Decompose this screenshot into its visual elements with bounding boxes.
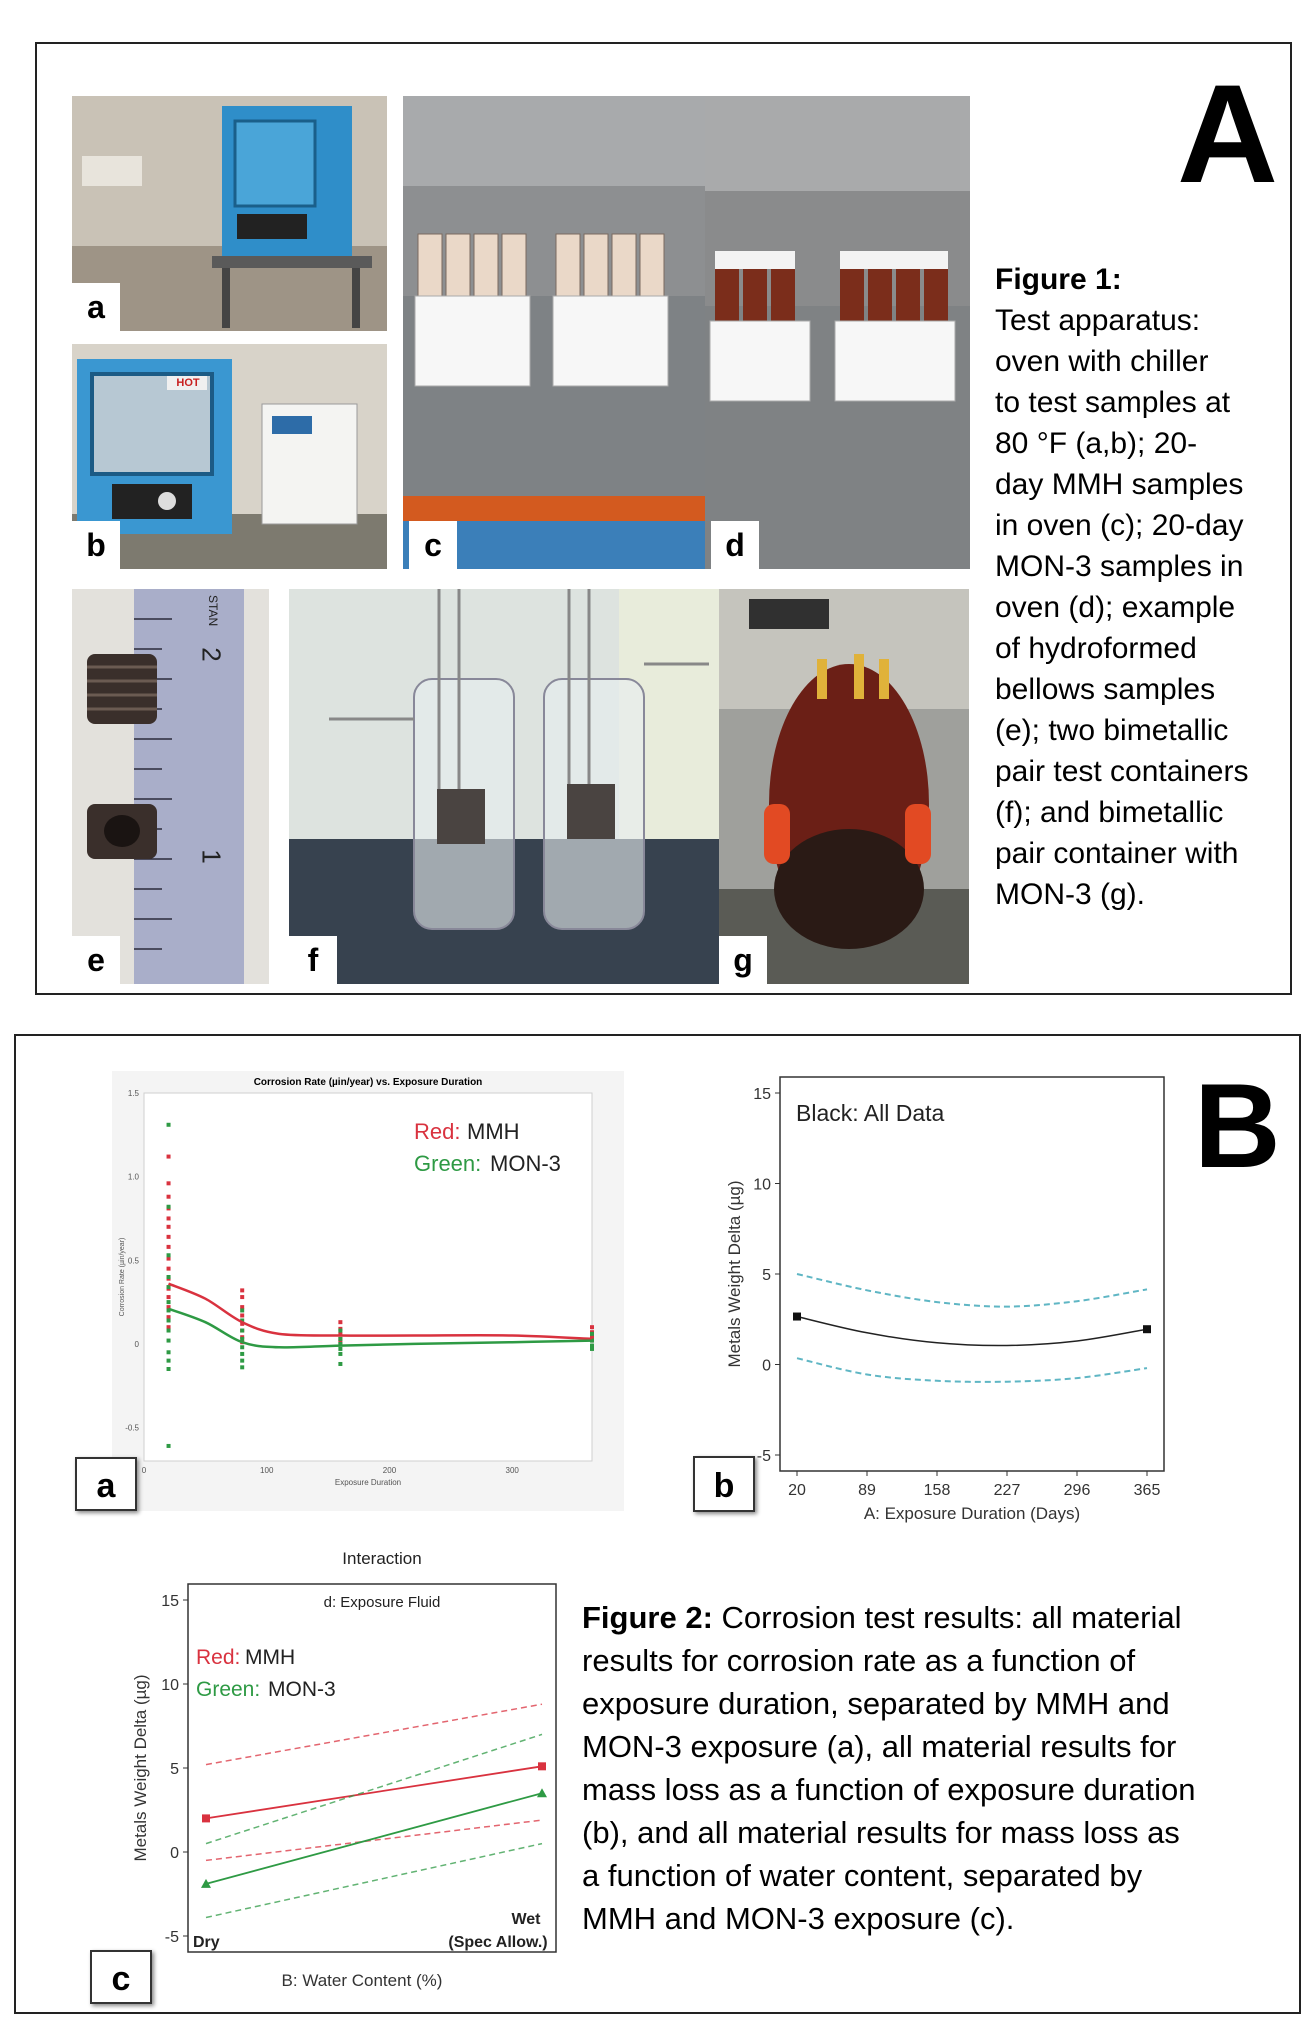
figure-1-caption-line: pair container with: [995, 837, 1239, 870]
chart-a-point-mon3: [167, 1205, 171, 1209]
chart-a-legend-mon3: MON-3: [490, 1151, 561, 1176]
photo-label-f: f: [289, 936, 337, 984]
chart-a-corrosion-rate: [96, 1071, 624, 1511]
chart-c-interaction: [100, 1546, 570, 2006]
chart-a-point-mon3: [338, 1362, 342, 1366]
chart-label-b: b: [693, 1456, 755, 1512]
chart-a-point-mon3: [167, 1444, 171, 1448]
figure-1-caption-line: oven (d); example: [995, 591, 1236, 624]
figure-1-caption-line: Test apparatus:: [995, 304, 1201, 337]
chart-a-x-tick-label: 0: [141, 1466, 147, 1475]
figure-2-caption-line: exposure duration, separated by MMH and: [582, 1686, 1170, 1721]
chart-b-svg: [700, 1071, 1190, 1541]
chart-c-y-tick-label: -5: [164, 1929, 179, 1946]
figure-1-caption-line: to test samples at: [995, 386, 1231, 419]
figure-1-panel: [35, 42, 1292, 995]
chart-a-point-mon3: [167, 1339, 171, 1343]
chart-a-y-tick-label: 1.5: [127, 1089, 139, 1098]
chart-c-x-tick-label-wet: Wet: [511, 1911, 541, 1928]
chart-c-y-tick-label: 10: [161, 1677, 179, 1694]
chart-b-y-tick-label: 15: [753, 1086, 771, 1103]
chart-label-a: a: [75, 1457, 137, 1511]
photo-label-d: d: [711, 521, 759, 569]
photo-label-a: a: [72, 283, 120, 331]
chart-a-point-mmh: [167, 1155, 171, 1159]
chart-b-design-point: [793, 1313, 801, 1321]
chart-b-x-axis-label: A: Exposure Duration (Days): [863, 1504, 1081, 1523]
chart-a-point-mmh: [590, 1325, 594, 1329]
figure-2-caption: [582, 1596, 1292, 1940]
photo-label-c: c: [409, 521, 457, 569]
figure-1-caption-line: 80 °F (a,b); 20-: [995, 427, 1198, 460]
figure-2-caption-title: Figure 2:: [582, 1600, 713, 1635]
chart-c-y-axis-label: Metals Weight Delta (µg): [131, 1674, 150, 1862]
chart-a-point-mon3: [338, 1352, 342, 1356]
chart-c-x-axis-label: B: Water Content (%): [281, 1971, 443, 1990]
chart-a-svg: [112, 1071, 624, 1511]
chart-c-x-tick-label-dry: Dry: [193, 1934, 220, 1951]
chart-a-point-mmh: [240, 1313, 244, 1317]
chart-b-x-tick-label: 227: [993, 1482, 1021, 1499]
chart-a-x-tick-label: 300: [505, 1466, 519, 1475]
chart-a-x-tick-label: 200: [382, 1466, 397, 1475]
figure-2-caption-line: (b), and all material results for mass loss as: [582, 1815, 1180, 1850]
figure-2-caption-line: MMH and MON-3 exposure (c).: [582, 1901, 1015, 1936]
chart-a-y-tick-label: 1.0: [127, 1172, 139, 1182]
ruler-number-1: 1: [196, 849, 227, 864]
figure-2-caption-line: results for corrosion rate as a function of: [582, 1643, 1136, 1678]
chart-b-weight-delta-duration: [700, 1071, 1190, 1541]
chart-b-legend: Black: All Data: [796, 1100, 945, 1126]
figure-1-caption-line: (f); and bimetallic: [995, 796, 1224, 829]
figure-1-caption-line: (e); two bimetallic: [995, 714, 1229, 747]
chart-a-point-mon3: [240, 1308, 244, 1312]
chart-c-subtitle: d: Exposure Fluid: [323, 1594, 441, 1611]
figure-2-caption-line: a function of water content, separated by: [582, 1858, 1143, 1893]
chart-a-y-tick-label: -0.5: [125, 1423, 139, 1433]
chart-b-y-tick-label: 0: [762, 1357, 771, 1375]
panel-letter-a: A: [1177, 55, 1279, 212]
chart-a-point-mon3: [167, 1300, 171, 1304]
photo-f-bimetallic-containers: [289, 589, 731, 984]
chart-a-plot-area: [144, 1093, 592, 1461]
chart-a-point-mmh: [240, 1295, 244, 1299]
chart-a-point-mmh: [167, 1245, 171, 1249]
chart-c-y-tick-label: 5: [170, 1761, 179, 1778]
photo-b-oven-chiller: [72, 344, 387, 569]
photo-e-bellows: [72, 589, 269, 984]
chart-a-point-mon3: [240, 1365, 244, 1369]
chart-a-point-mon3: [167, 1253, 171, 1257]
chart-a-x-axis-label: Exposure Duration: [334, 1478, 402, 1487]
figure-1-caption-title: Figure 1:: [995, 263, 1122, 296]
figure-1-caption-line: MON-3 (g).: [995, 878, 1145, 911]
chart-a-point-mmh: [167, 1235, 171, 1239]
figure-1-caption-line: pair test containers: [995, 755, 1249, 788]
chart-a-point-mmh: [167, 1295, 171, 1299]
chart-a-point-mmh: [167, 1181, 171, 1185]
chart-c-legend-red-key: Red:: [196, 1646, 241, 1669]
chart-a-point-mon3: [167, 1123, 171, 1127]
chart-b-design-point: [1143, 1325, 1151, 1333]
chart-a-point-mon3: [167, 1318, 171, 1322]
photo-c-mmh-samples: [403, 96, 723, 569]
figure-2-caption-line: mass loss as a function of exposure duration: [582, 1772, 1196, 1807]
chart-a-point-mon3: [167, 1275, 171, 1279]
chart-a-point-mon3: [167, 1359, 171, 1363]
figure-1-caption-line: oven with chiller: [995, 345, 1209, 378]
figure-2-caption-line: Corrosion test results: all material: [712, 1600, 1182, 1635]
chart-a-legend-red-key: Red:: [414, 1119, 461, 1144]
chart-a-point-mmh: [167, 1267, 171, 1271]
chart-a-point-mmh: [167, 1195, 171, 1199]
chart-b-y-tick-label: 10: [753, 1176, 771, 1194]
chart-a-point-mon3: [167, 1350, 171, 1354]
chart-a-point-mon3: [338, 1347, 342, 1351]
chart-a-point-mmh: [167, 1216, 171, 1220]
chart-a-legend-green-key: Green:: [414, 1151, 482, 1176]
chart-c-plot-area: [188, 1584, 556, 1952]
photo-label-e: e: [72, 936, 120, 984]
chart-a-point-mon3: [167, 1329, 171, 1333]
photo-a-oven-cart: [72, 96, 387, 331]
chart-c-legend-mmh: MMH: [245, 1646, 296, 1669]
figure-2-panel: [14, 1034, 1301, 2014]
chart-a-point-mmh: [167, 1225, 171, 1229]
figure-1-caption: [995, 259, 1285, 915]
chart-a-point-mon3: [240, 1359, 244, 1363]
chart-b-x-tick-label: 158: [923, 1482, 951, 1499]
chart-a-point-mmh: [240, 1288, 244, 1292]
chart-a-title: Corrosion Rate (µin/year) vs. Exposure Duration: [253, 1077, 483, 1088]
chart-label-c: c: [90, 1950, 152, 2004]
figure-1-caption-line: day MMH samples: [995, 468, 1244, 501]
chart-a-y-axis-label: Corrosion Rate (µin/year): [119, 1237, 126, 1317]
photo-d-mon3-samples: [705, 96, 970, 569]
photo-g-mon3-container: [719, 589, 969, 984]
chart-a-point-mon3: [167, 1367, 171, 1371]
chart-b-plot-area: [780, 1077, 1164, 1471]
photo-label-g: g: [719, 936, 767, 984]
chart-b-x-tick-label: 20: [788, 1482, 806, 1499]
figure-1-caption-line: bellows samples: [995, 673, 1216, 706]
chart-a-y-tick-label: 0.5: [127, 1256, 139, 1266]
chart-a-x-tick-label: 100: [260, 1466, 274, 1475]
chart-a-y-tick-label: 0: [134, 1339, 139, 1349]
figure-2-caption-line: MON-3 exposure (a), all material results for: [582, 1729, 1177, 1764]
chart-a-point-mon3: [240, 1337, 244, 1341]
chart-c-x-tick-label-spec: (Spec Allow.): [448, 1934, 548, 1951]
chart-c-legend-mon3: MON-3: [268, 1678, 336, 1701]
chart-a-point-mon3: [240, 1329, 244, 1333]
ruler-number-2: 2: [196, 647, 227, 662]
figure-1-caption-line: of hydroformed: [995, 632, 1197, 665]
chart-a-point-mon3: [240, 1345, 244, 1349]
chart-b-x-tick-label: 296: [1063, 1482, 1091, 1499]
chart-b-x-tick-label: 365: [1133, 1482, 1161, 1499]
chart-a-point-mon3: [338, 1329, 342, 1333]
chart-a-point-mmh: [338, 1320, 342, 1324]
chart-a-point-mon3: [590, 1332, 594, 1336]
chart-b-y-tick-label: 5: [762, 1267, 771, 1284]
chart-c-legend-green-key: Green:: [196, 1678, 261, 1701]
chart-c-y-tick-label: 15: [161, 1593, 179, 1610]
figure-1-caption-line: MON-3 samples in: [995, 550, 1244, 583]
chart-c-title: Interaction: [342, 1549, 422, 1568]
chart-a-legend-mmh: MMH: [467, 1119, 520, 1144]
figure-1-caption-line: in oven (c); 20-day: [995, 509, 1244, 542]
chart-b-x-tick-label: 89: [858, 1482, 876, 1499]
chart-c-svg: [100, 1546, 570, 2006]
photo-label-b: b: [72, 521, 120, 569]
ruler-text-stan: STAN: [206, 595, 220, 627]
chart-a-point-mon3: [338, 1337, 342, 1341]
panel-letter-b: B: [1194, 1059, 1281, 1193]
chart-c-y-tick-label: 0: [170, 1845, 179, 1862]
chart-b-y-axis-label: Metals Weight Delta (µg): [725, 1180, 744, 1368]
chart-c-point-mmh: [202, 1814, 210, 1822]
chart-a-point-mon3: [240, 1352, 244, 1356]
hot-sticker: HOT: [176, 377, 200, 389]
chart-c-point-mmh: [538, 1762, 546, 1770]
chart-a-point-mon3: [590, 1347, 594, 1351]
chart-b-y-tick-label: -5: [756, 1448, 771, 1465]
chart-a-point-mon3: [167, 1285, 171, 1289]
